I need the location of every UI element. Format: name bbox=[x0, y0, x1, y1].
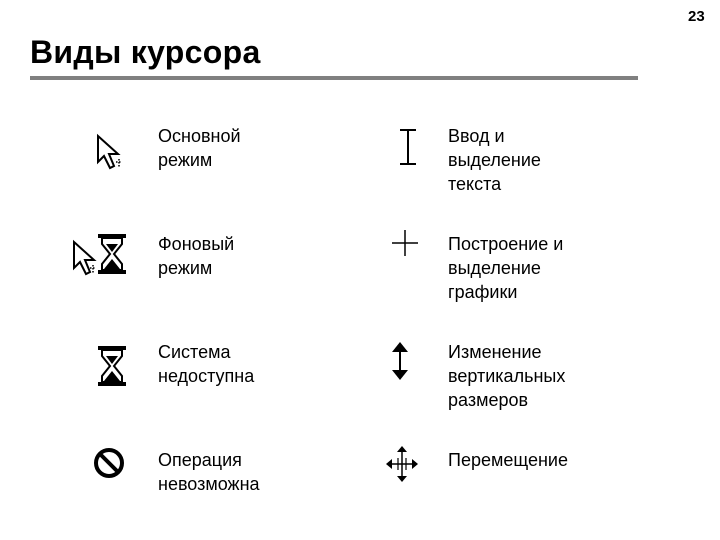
text-ibeam-cursor-icon bbox=[396, 128, 420, 166]
crosshair-cursor-icon bbox=[390, 228, 420, 258]
cursor-label-background: Фоновый режим bbox=[158, 234, 235, 278]
unavailable-cursor-icon bbox=[92, 446, 126, 480]
vertical-resize-cursor-icon bbox=[388, 340, 412, 382]
page-number: 23 bbox=[688, 8, 705, 25]
cursor-label-unavailable: Операция невозможна bbox=[158, 450, 260, 494]
page-title: Виды курсора bbox=[30, 34, 261, 70]
cursor-label-normal: Основной режим bbox=[158, 126, 241, 170]
hourglass-cursor-icon bbox=[96, 344, 128, 388]
cursor-label-text: Ввод и выделение текста bbox=[448, 126, 541, 194]
title-underline bbox=[30, 76, 638, 80]
move-cursor-icon bbox=[384, 444, 420, 484]
cursor-label-vertical-resize: Изменение вертикальных размеров bbox=[448, 342, 566, 410]
hourglass-icon bbox=[96, 232, 128, 276]
cursor-label-move: Перемещение bbox=[448, 450, 568, 470]
cursor-label-busy: Система недоступна bbox=[158, 342, 255, 386]
cursor-label-graphics: Построение и выделение графики bbox=[448, 234, 564, 302]
arrow-cursor-icon bbox=[94, 132, 128, 172]
